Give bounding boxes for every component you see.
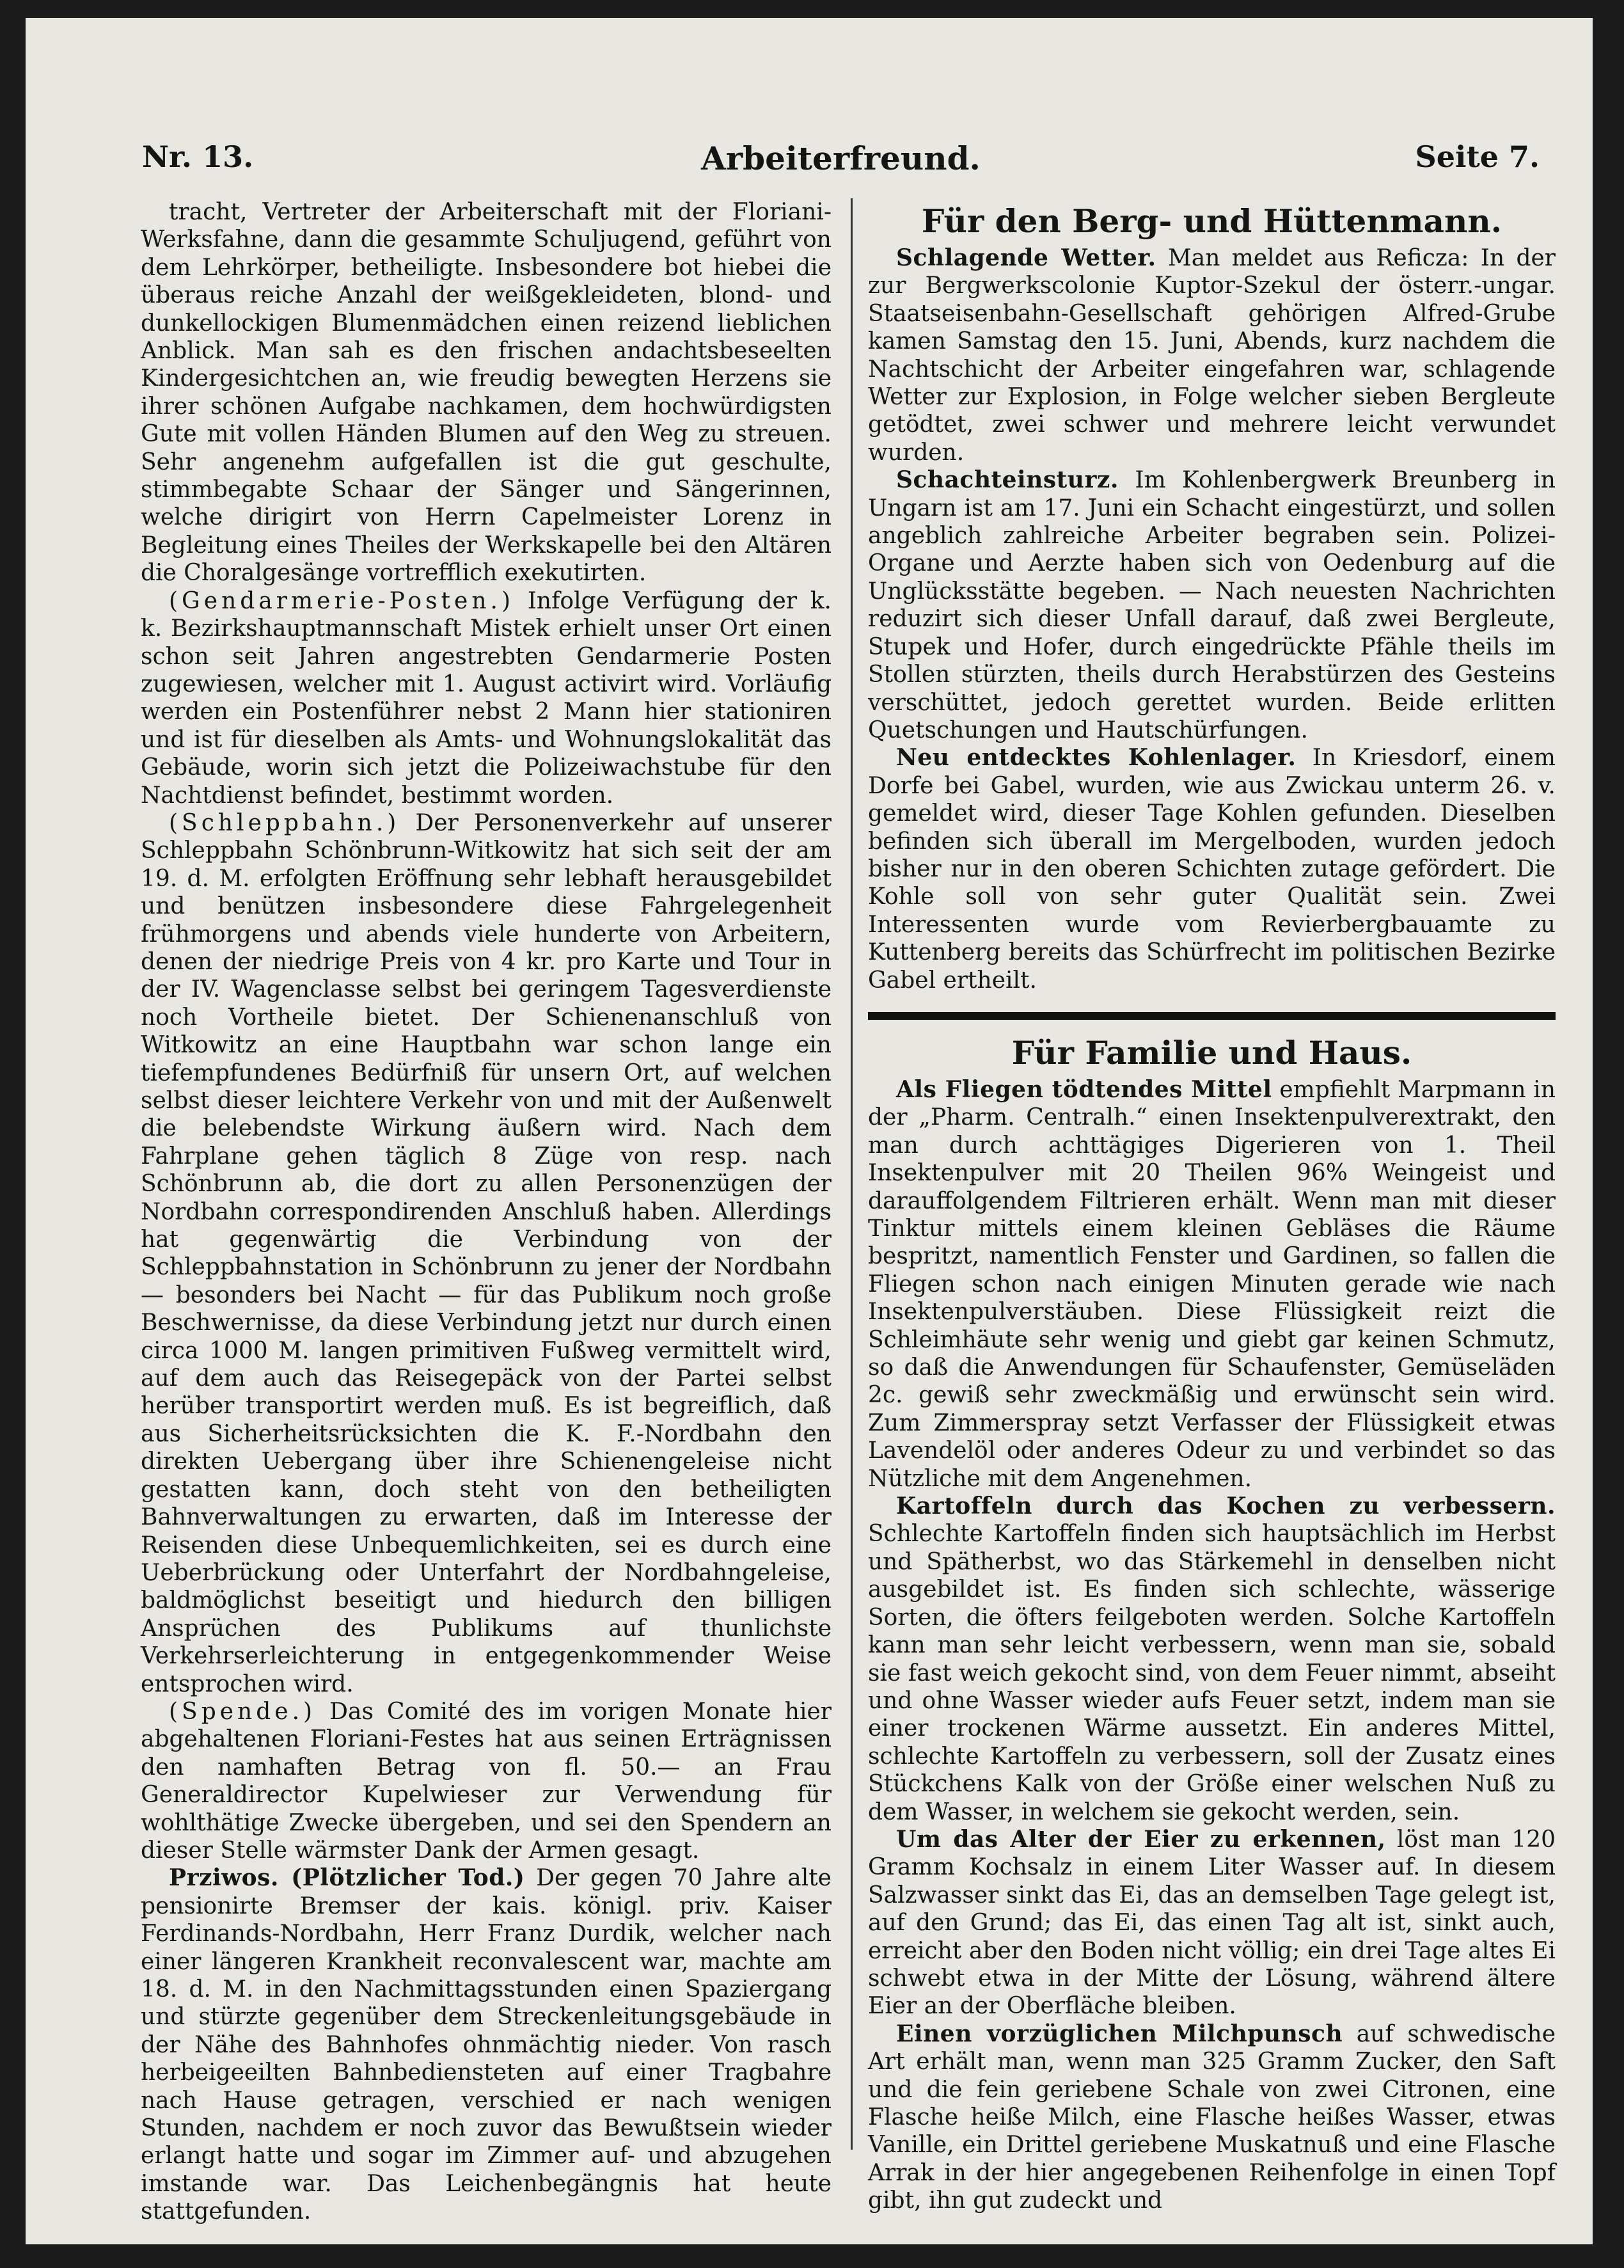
article-paragraph [868,466,1556,744]
paragraph-lead: (Spende.) [169,1698,317,1725]
paragraph-lead: Schlagende Wetter. [896,244,1156,271]
paragraph-lead: Um das Alter der Eier zu erkennen, [896,1825,1386,1853]
article-paragraph [868,1493,1556,1826]
article-paragraph [868,1826,1556,2020]
paragraph-text: Der Personenverkehr auf unserer Schleppbahn Schönbrunn-Witkowitz hat sich seit der am 19. d. M. erfolgten Eröffnung sehr lebhaft herausgebildet und benützen insbesondere diese Fahrgelegenheit frühmorgens und abends viele hunderte von Arbeitern, denen der niedrige Preis von 4 kr. pro Karte und Tour in der IV. Wagenclasse selbst bei geringem Tagesverdienste noch Vortheile bietet. Der Schienenanschluß von Witkowitz an eine Hauptbahn war schon lange ein tiefempfundenes Bedürfniß für unsern Ort, auf welchen selbst dieser leichtere Verkehr von und mit der Außenwelt die belebendste Wirkung äußern wird. Nach dem Fahrplane gehen täglich 8 Züge von resp. nach Schönbrunn ab, die dort zu allen Personenzügen der Nordbahn correspondirenden Anschluß haben. Allerdings hat gegenwärtig die Verbindung von der Schleppbahnstation in Schönbrunn zu jener der Nordbahn — besonders bei Nacht — für das Publikum noch große Beschwernisse, da diese Verbindung jetzt nur durch einen circa 1000 M. langen primitiven Fußweg vermittelt wird, auf dem auch das Reisegepäck von der Partei selbst herüber transportirt werden muß. Es ist begreiflich, daß aus Sicherheitsrücksichten die K. F.-Nordbahn den direkten Uebergang über ihre Schienengeleise nicht gestatten kann, doch steht von den betheiligten Bahnverwaltungen zu erwarten, daß im Interesse der Reisenden diese Unbequemlichkeiten, sei es durch eine Ueberbrückung oder Unterfahrt der Nordbahngeleise, baldmöglichst beseitigt und hiedurch den billigen Ansprüchen des Publikums auf thunlichste Verkehrserleichterung in entgegenkommender Weise entsprochen wird. [141,809,832,1697]
paragraph-text: empfiehlt Marpmann in der „Pharm. Centralh.“ einen Insektenpulverextrakt, den man durch achttägiges Digerieren von 1. Theil Insektenpulver mit 20 Theilen 96% Weingeist und darauffolgendem Filtrieren erhält. Wenn man mit dieser Tinktur mittels einem kleinen Gebläses die Räume bespritzt, namentlich Fenster und Gardinen, so fallen die Fliegen schon nach einigen Minuten gerade wie nach Insektenpulverstäuben. Diese Flüssigkeit reizt die Schleimhäute sehr wenig und giebt gar keinen Schmutz, so daß die Anwendungen für Schaufenster, Gemüseläden 2c. gewiß sehr zweckmäßig und erwünscht sein wird. Zum Zimmerspray setzt Verfasser der Flüssigkeit etwas Lavendelöl oder anderes Odeur zu und verbindet so das Nützliche mit dem Angenehmen. [868,1076,1556,1492]
newspaper-title: Arbeiterfreund. [701,139,981,177]
right-column [868,198,1556,2214]
column-divider [851,198,853,2150]
paragraph-lead: Schachteinsturz. [896,466,1119,494]
article-paragraph [868,244,1556,466]
paragraph-text: Das Comité des im vorigen Monate hier abgehaltenen Floriani-Festes hat aus seinen Erträgnissen den namhaften Betrag von fl. 50.— an Frau Generaldirector Kupelwieser zur Verwendung für wohlthätige Zwecke übergeben, und sei den Spendern an dieser Stelle wärmster Dank der Armen gesagt. [141,1698,832,1864]
newspaper-page [26,18,1593,2244]
page-number: Seite 7. [1415,139,1540,174]
paragraph-text: Schlechte Kartoffeln finden sich hauptsächlich im Herbst und Spätherbst, wo das Stärkemehl in denselben nicht ausgebildet ist. Es finden sich schlechte, wässerige Sorten, die öfters feilgeboten werden. Solche Kartoffeln kann man sehr leicht verbessern, wenn man sie, sobald sie fast weich gekocht sind, von dem Feuer nimmt, abseiht und ohne Wasser wieder aufs Feuer setzt, indem man sie einer trockenen Wärme aussetzt. Ein anderes Mittel, schlechte Kartoffeln zu verbessern, soll der Zusatz eines Stückchens Kalk von der Größe einer welschen Nuß zu dem Wasser, in welchem sie gekocht werden, sein. [868,1521,1556,1825]
article-paragraph [141,1698,832,1864]
paragraph-text: Infolge Verfügung der k. k. Bezirkshauptmannschaft Mistek erhielt unser Ort einen schon seit Jahren angestrebten Gendarmerie Posten zugewiesen, welcher mit 1. August activirt wird. Vorläufig werden ein Postenführer nebst 2 Mann hier stationiren und ist für dieselben als Amts- und Wohnungslokalität das Gebäude, worin sich jetzt die Polizeiwachstube für den Nachtdienst befindet, bestimmt worden. [141,587,832,809]
paragraph-lead: (Schleppbahn.) [169,809,400,836]
paragraph-text: löst man 120 Gramm Kochsalz in einem Liter Wasser auf. In diesem Salzwasser sinkt das Ei, das an demselben Tage gelegt ist, auf den Grund; das Ei, das einen Tag alt ist, sinkt auch, erreicht aber den Boden nicht völlig; ein drei Tage altes Ei schwebt etwa in der Mitte der Lösung, während ältere Eier an der Oberfläche bleiben. [868,1826,1556,2020]
left-column [141,198,832,2225]
article-paragraph [141,587,832,809]
paragraph-text: Man meldet aus Reficza: In der zur Bergwerkscolonie Kuptor-Szekul der österr.-ungar. Staatseisenbahn-Gesellschaft gehörigen Alfred-Grube kamen Samstag den 15. Juni, Abends, kurz nachdem die Nachtschicht der Arbeiter eingefahren war, schlagende Wetter zur Explosion, in Folge welcher sieben Bergleute getödtet, zwei schwer und mehrere leicht verwundet wurden. [868,245,1556,466]
paragraph-lead: Als Fliegen tödtendes Mittel [896,1075,1272,1103]
paragraph-lead: Kartoffeln durch das Kochen zu verbessern. [896,1493,1556,1520]
paragraph-text: auf schwedische Art erhält man, wenn man 325 Gramm Zucker, den Saft und die fein geriebene Schale von zwei Citronen, eine Flasche heiße Milch, eine Flasche heißes Wasser, etwas Vanille, ein Drittel geriebene Muskatnuß und eine Flasche Arrak in der hier angegebenen Reihenfolge in einen Topf gibt, ihn gut zudeckt und [868,2020,1556,2214]
article-paragraph [141,198,832,587]
issue-number: Nr. 13. [142,139,254,174]
section-title-mining: Für den Berg- und Hüttenmann. [921,202,1502,240]
article-paragraph [141,1864,832,2225]
article-paragraph [868,744,1556,994]
article-paragraph [141,809,832,1698]
section-divider [868,1012,1556,1020]
paragraph-text: Der gegen 70 Jahre alte pensionirte Bremser der kais. königl. priv. Kaiser Ferdinands-Nordbahn, Herr Franz Durdik, welcher nach einer längeren Krankheit reconvalescent war, machte am 18. d. M. in den Nachmittagsstunden einen Spaziergang und stürzte gegenüber dem Streckenleitungsgebäude in der Nähe des Bahnhofes ohnmächtig nieder. Von rasch herbeigeeilten Bahnbediensteten auf einer Tragbahre nach Hause getragen, verschied er nach wenigen Stunden, nachdem er noch zuvor das Bewußtsein wieder erlangt hatte und sogar im Zimmer auf- und abzugehen imstande war. Das Leichenbegängnis hat heute stattgefunden. [141,1865,832,2225]
paragraph-text: Im Kohlenbergwerk Breunberg in Ungarn ist am 17. Juni ein Schacht eingestürzt, und sollen angeblich zahlreiche Arbeiter begraben sein. Polizei-Organe und Aerzte haben sich von Oedenburg auf die Unglücksstätte begeben. — Nach neuesten Nachrichten reduzirt sich dieser Unfall darauf, daß zwei Bergleute, Stupek und Hofer, durch eingedrückte Pfähle theils im Stollen stürzten, theils durch Herabstürzen des Gesteins verschüttet, jedoch gerettet wurden. Beide erlitten Quetschungen und Hautschürfungen. [868,467,1556,743]
paragraph-lead: (Gendarmerie-Posten.) [169,587,514,614]
article-paragraph [868,2020,1556,2215]
paragraph-text: tracht, Vertreter der Arbeiterschaft mit der Floriani-Werksfahne, dann die gesammte Schuljugend, geführt von dem Lehrkörper, betheiligte. Insbesondere bot hiebei die überaus reiche Anzahl der weißgekleideten, blond- und dunkellockigen Blumenmädchen einen reizend lieblichen Anblick. Man sah es den frischen andachtsbeseelten Kindergesichtchen an, wie freudig bewegten Herzens sie ihrer schönen Aufgabe nachkamen, dem hochwürdigsten Gute mit vollen Händen Blumen auf den Weg zu streuen. Sehr angenehm aufgefallen ist die gut geschulte, stimmbegabte Schaar der Sänger und Sängerinnen, welche dirigirt von Herrn Capelmeister Lorenz in Begleitung eines Theiles der Werkskapelle bei den Altären die Choralgesänge vortrefflich exekutirten. [141,199,832,587]
paragraph-lead: Neu entdecktes Kohlenlager. [896,744,1297,772]
paragraph-lead: Prziwos. (Plötzlicher Tod.) [169,1864,525,1892]
section-title-family: Für Familie und Haus. [1011,1033,1412,1072]
page-header [142,139,1540,184]
paragraph-text: In Kriesdorf, einem Dorfe bei Gabel, wurden, wie aus Zwickau unterm 26. v. gemeldet wird, dieser Tage Kohlen gefunden. Dieselben befinden sich überall im Mergelboden, wurden jedoch bisher nur in den oberen Schichten zutage gefördert. Die Kohle soll von sehr guter Qualität sein. Zwei Interessenten wurde vom Revierbergbauamte zu Kuttenberg bereits das Schürfrecht im politischen Bezirke Gabel ertheilt. [868,745,1556,994]
paragraph-lead: Einen vorzüglichen Milchpunsch [896,2020,1343,2047]
article-paragraph [868,1076,1556,1493]
